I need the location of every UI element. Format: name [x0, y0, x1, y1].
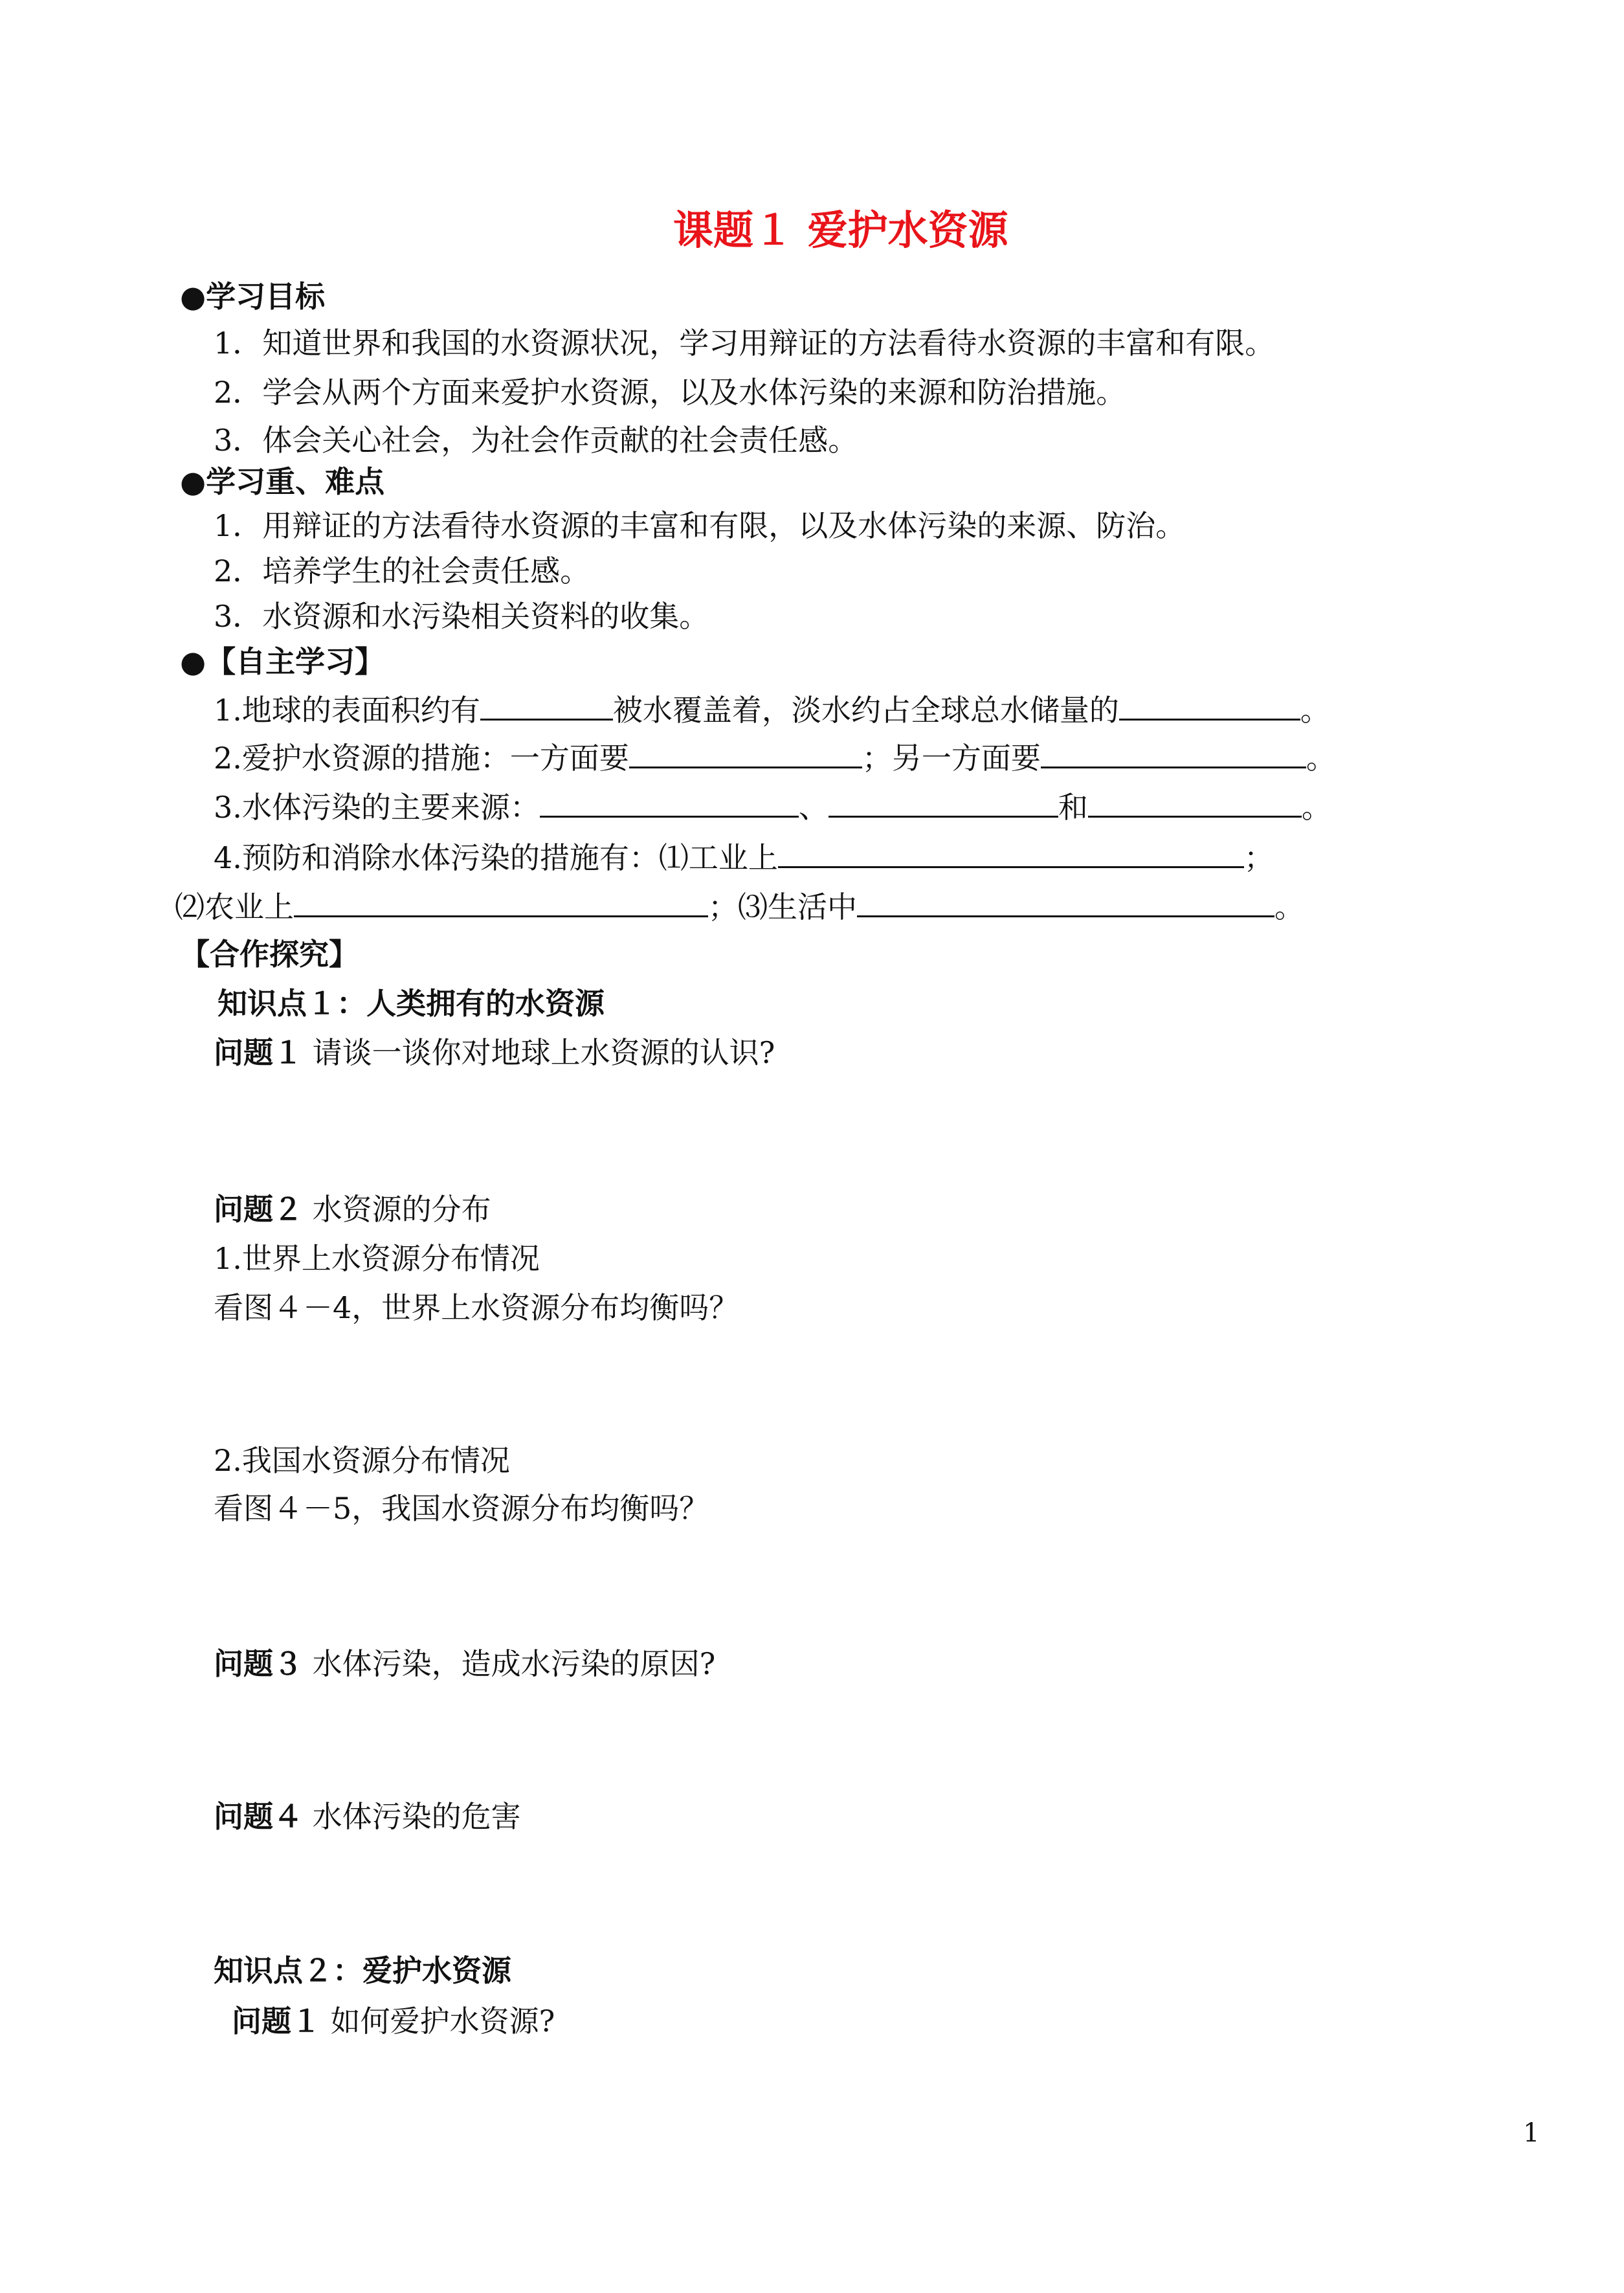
fill-question-2: 2.爱护水资源的措施：一方面要 ；另一方面要 。: [214, 738, 1336, 777]
problem-2-sub-question: 看图４－5，我国水资源分布均衡吗？: [214, 1491, 709, 1526]
answer-blank[interactable]: [829, 787, 1058, 818]
page-number: 1: [1523, 2118, 1540, 2148]
fill-question-4: 4.预防和消除水体污染的措施有：⑴工业上 ；: [214, 838, 1274, 877]
objective-item: 2．学会从两个方面来爱护水资源，以及水体污染的来源和防治措施。: [214, 375, 1126, 410]
key-points-heading: ●学习重、难点: [180, 464, 385, 499]
answer-blank[interactable]: [1041, 738, 1306, 768]
knowledge-point-1: 知识点１：人类拥有的水资源: [217, 986, 605, 1021]
key-point-item: 1．用辩证的方法看待水资源的丰富和有限，以及水体污染的来源、防治。: [214, 508, 1186, 543]
page-title: 课题１ 爱护水资源: [673, 207, 1008, 254]
answer-blank[interactable]: [778, 838, 1244, 868]
answer-blank[interactable]: [1119, 690, 1300, 721]
fill-question-3: 3.水体污染的主要来源： 、 和 。: [214, 787, 1331, 826]
problem-5: 问题１ 如何爱护水资源?: [232, 2004, 555, 2039]
objective-item: 3．体会关心社会，为社会作贡献的社会责任感。: [214, 423, 858, 458]
cooperative-heading: 【合作探究】: [180, 937, 359, 972]
objectives-heading: ●学习目标: [180, 279, 326, 314]
answer-blank[interactable]: [540, 787, 799, 818]
problem-4: 问题４ 水体污染的危害: [214, 1799, 521, 1834]
fill-question-4-continued: ⑵农业上 ；⑶生活中 。: [175, 887, 1304, 926]
answer-blank[interactable]: [857, 887, 1274, 917]
problem-3: 问题３ 水体污染，造成水污染的原因?: [214, 1646, 716, 1681]
fill-question-1: 1.地球的表面积约有 被水覆盖着，淡水约占全球总水储量的 。: [214, 690, 1330, 729]
key-point-item: 2．培养学生的社会责任感。: [214, 554, 590, 588]
answer-blank[interactable]: [629, 738, 862, 768]
answer-blank[interactable]: [294, 887, 708, 917]
problem-2-sub: 1.世界上水资源分布情况: [214, 1241, 540, 1276]
self-study-heading: ●【自主学习】: [180, 644, 385, 679]
key-point-item: 3．水资源和水污染相关资料的收集。: [214, 599, 709, 634]
problem-2-sub-question: 看图４－4，世界上水资源分布均衡吗？: [214, 1290, 739, 1325]
answer-blank[interactable]: [480, 690, 613, 721]
answer-blank[interactable]: [1088, 787, 1302, 818]
objective-item: 1．知道世界和我国的水资源状况，学习用辩证的方法看待水资源的丰富和有限。: [214, 326, 1275, 361]
knowledge-point-2: 知识点２：爱护水资源: [214, 1953, 511, 1988]
problem-2-sub: 2.我国水资源分布情况: [214, 1443, 510, 1478]
problem-2: 问题２ 水资源的分布: [214, 1192, 491, 1227]
problem-1: 问题１ 请谈一谈你对地球上水资源的认识?: [214, 1035, 775, 1070]
